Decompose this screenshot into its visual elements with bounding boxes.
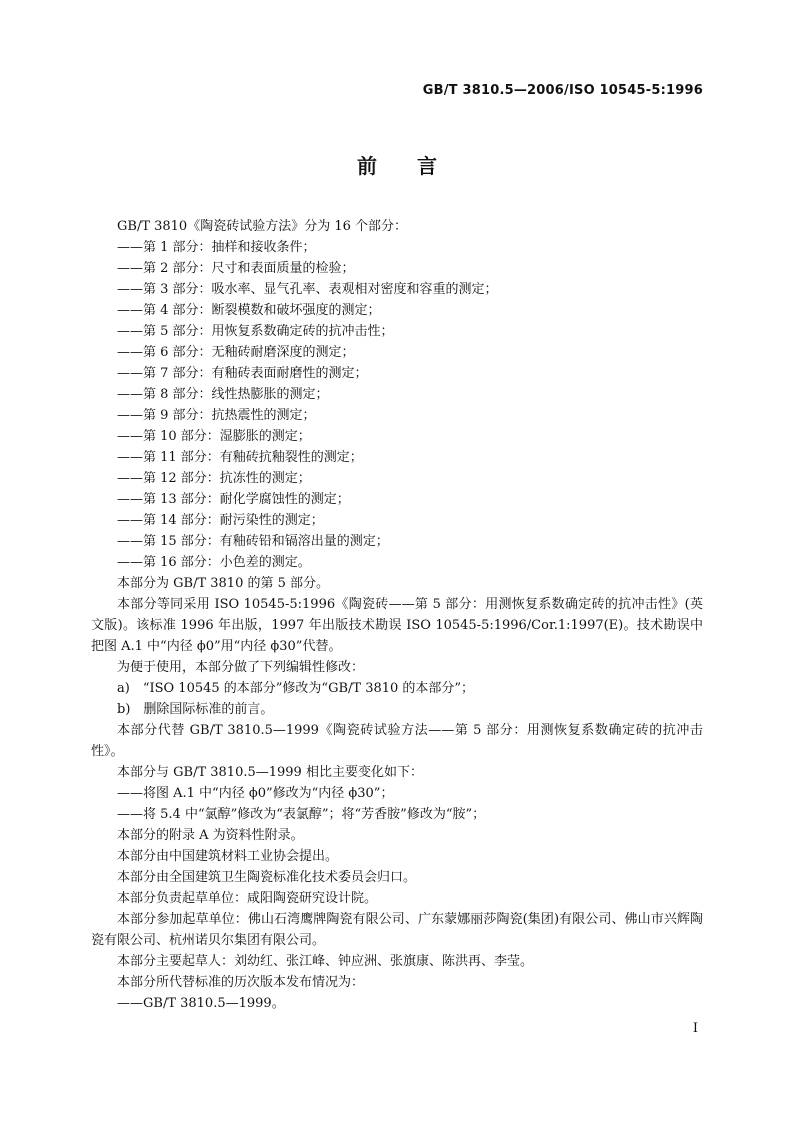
editorial-item-a: a) “ISO 10545 的本部分”修改为“GB/T 3810 的本部分”； [117,681,475,696]
responsible-drafter-statement: 本部分负责起草单位：咸阳陶瓷研究设计院。 [117,891,378,906]
proposed-by-statement: 本部分由中国建筑材料工业协会提出。 [117,849,339,864]
part-list-item: ——第 2 部分：尺寸和表面质量的检验； [117,261,355,276]
part-list-item: ——第 14 部分：耐污染性的测定； [117,513,324,528]
part-list-item: ——第 12 部分：抗冻性的测定； [117,471,311,486]
participating-drafters-paragraph: 本部分参加起草单位：佛山石湾鹰牌陶瓷有限公司、广东蒙娜丽莎陶瓷(集团)有限公司、佛山市兴辉陶瓷有限公司、杭州诺贝尔集团有限公司。 [91,912,703,948]
standard-code-header: GB/T 3810.5—2006/ISO 10545-5:1996 [422,83,703,98]
annex-statement: 本部分的附录 A 为资料性附录。 [117,828,304,843]
part-list-item: ——第 1 部分：抽样和接收条件； [117,240,316,255]
page-number: I [692,1021,698,1036]
adoption-paragraph: 本部分等同采用 ISO 10545-5:1996《陶瓷砖——第 5 部分：用测恢复系数确定砖的抗冲击性》(英文版)。该标准 1996 年出版，1997 年出版技术勘误 ISO 10545-5:1996/Cor.1:1997(E)。技术勘误中把图 A.1 中“内径 ϕ0”用“内径 ϕ30”代替。 [91,597,703,654]
document-body [91,216,703,1014]
part-list-item: ——第 7 部分：有釉砖表面耐磨性的测定； [117,366,368,381]
intro-line: GB/T 3810《陶瓷砖试验方法》分为 16 个部分： [117,219,408,234]
history-item: ——GB/T 3810.5—1999。 [117,996,285,1011]
centralized-by-statement: 本部分由全国建筑卫生陶瓷标准化技术委员会归口。 [117,870,417,885]
part-list-item: ——第 16 部分：小色差的测定。 [117,555,311,570]
replacement-paragraph: 本部分代替 GB/T 3810.5—1999《陶瓷砖试验方法——第 5 部分：用测恢复系数确定砖的抗冲击性》。 [91,723,703,759]
page-title: 前言 [357,154,477,178]
part-list-item: ——第 13 部分：耐化学腐蚀性的测定； [117,492,350,507]
part-list-item: ——第 10 部分：湿膨胀的测定； [117,429,311,444]
part-list-item: ——第 11 部分：有釉砖抗釉裂性的测定； [117,450,363,465]
editorial-item-b: b) 删除国际标准的前言。 [117,702,274,717]
changes-intro: 本部分与 GB/T 3810.5—1999 相比主要变化如下： [117,765,423,780]
main-drafters-statement: 本部分主要起草人：刘幼红、张江峰、钟应洲、张旗康、陈洪再、李莹。 [117,954,534,969]
part-list-item: ——第 6 部分：无釉砖耐磨深度的测定； [117,345,355,360]
this-part-statement: 本部分为 GB/T 3810 的第 5 部分。 [117,576,330,591]
change-item: ——将 5.4 中“氯醇”修改为“表氯醇”；将“芳香胺”修改为“胺”； [117,807,486,822]
history-intro: 本部分所代替标准的历次版本发布情况为： [117,975,365,990]
part-list-item: ——第 5 部分：用恢复系数确定砖的抗冲击性； [117,324,394,339]
part-list-item: ——第 15 部分：有釉砖铅和镉溶出量的测定； [117,534,389,549]
part-list-item: ——第 4 部分：断裂模数和破坏强度的测定； [117,303,381,318]
part-list-item: ——第 8 部分：线性热膨胀的测定； [117,387,329,402]
part-list-item: ——第 3 部分：吸水率、显气孔率、表观相对密度和容重的测定； [117,282,498,297]
change-item: ——将图 A.1 中“内径 ϕ0”修改为“内径 ϕ30”； [117,786,394,801]
part-list-item: ——第 9 部分：抗热震性的测定； [117,408,316,423]
editorial-intro: 为便于使用，本部分做了下列编辑性修改： [117,660,365,675]
